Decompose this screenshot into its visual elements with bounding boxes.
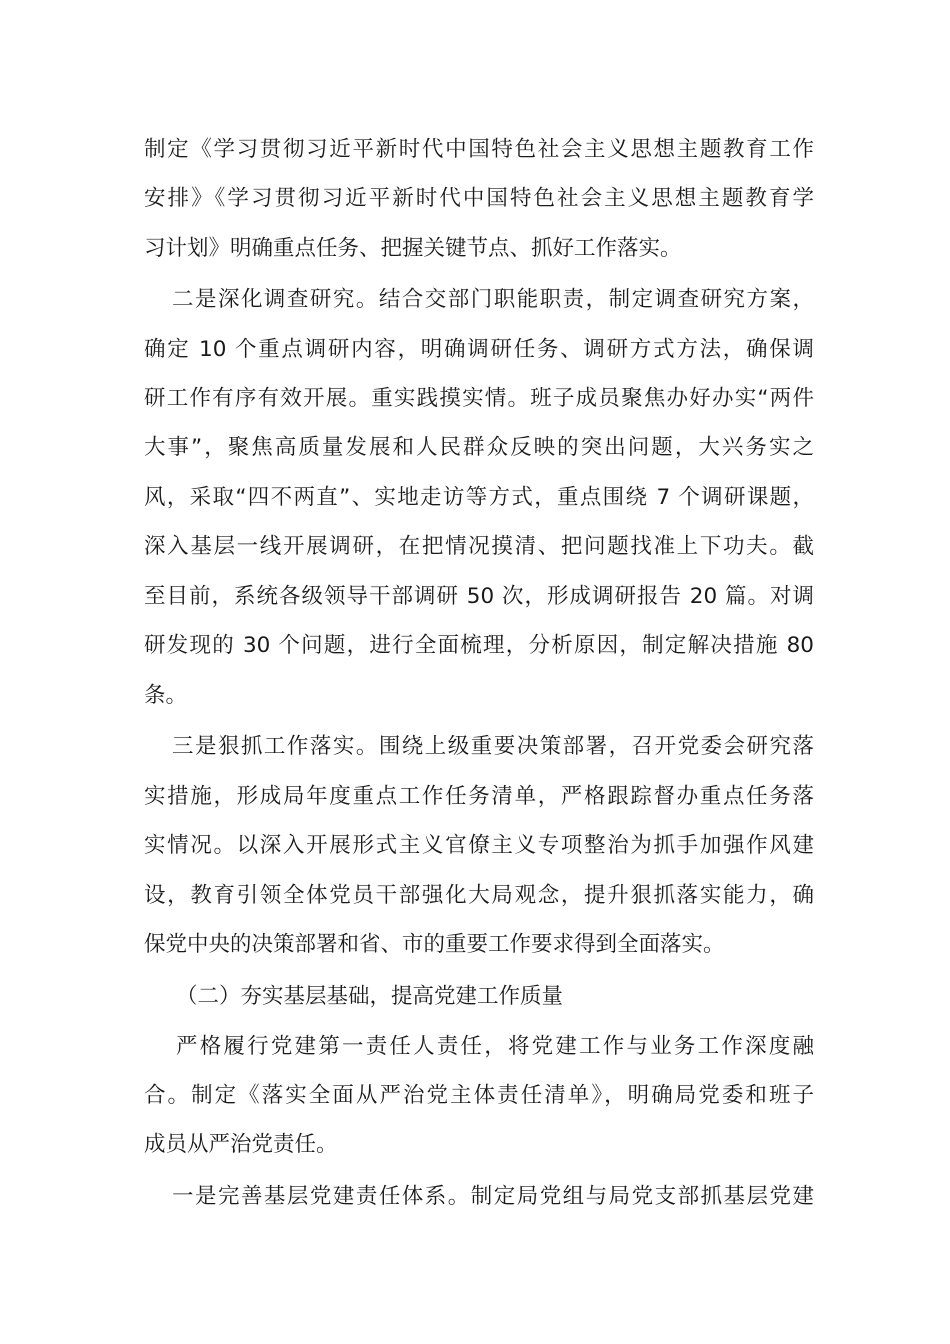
paragraph-line: 习计划》明确重点任务、把握关键节点、抓好工作落实。 <box>144 236 682 261</box>
paragraph-line: 深入基层一线开展调研，在把情况摸清、把问题找准上下功夫。截 <box>144 534 814 559</box>
paragraph-line: 大事”，聚焦高质量发展和人民群众反映的突出问题，大兴务实之 <box>144 435 814 460</box>
paragraph-line: 安排》《学习贯彻习近平新时代中国特色社会主义思想主题教育学 <box>144 186 814 211</box>
paragraph-line: 至目前，系统各级领导干部调研 50 次，形成调研报告 20 篇。对调 <box>144 584 814 609</box>
paragraph-line: 实情况。以深入开展形式主义官僚主义专项整治为抓手加强作风建 <box>144 833 814 858</box>
paragraph-line: 三是狠抓工作落实。围绕上级重要决策部署，召开党委会研究落 <box>172 734 814 759</box>
paragraph-line: 风，采取“四不两直”、实地走访等方式，重点围绕 7 个调研课题， <box>144 485 814 510</box>
paragraph-line: 保党中央的决策部署和省、市的重要工作要求得到全面落实。 <box>144 932 725 957</box>
paragraph-line: 研工作有序有效开展。重实践摸实情。班子成员聚焦办好办实“两件 <box>144 386 814 411</box>
paragraph-line: 二是深化调查研究。结合交部门职能职责，制定调查研究方案， <box>172 287 814 312</box>
section-heading: （二）夯实基层基础，提高党建工作质量 <box>176 984 564 1009</box>
paragraph-line: 严格履行党建第一责任人责任，将党建工作与业务工作深度融 <box>176 1034 814 1059</box>
paragraph-line: 研发现的 30 个问题，进行全面梳理，分析原因，制定解决措施 80 <box>144 633 814 658</box>
paragraph-line: 实措施，形成局年度重点工作任务清单，严格跟踪督办重点任务落 <box>144 784 814 809</box>
paragraph-line: 制定《学习贯彻习近平新时代中国特色社会主义思想主题教育工作 <box>144 137 814 162</box>
paragraph-line: 成员从严治党责任。 <box>144 1132 338 1157</box>
paragraph-line: 一是完善基层党建责任体系。制定局党组与局党支部抓基层党建 <box>172 1184 814 1209</box>
paragraph-line: 合。制定《落实全面从严治党主体责任清单》，明确局党委和班子 <box>144 1083 814 1108</box>
paragraph-line: 确定 10 个重点调研内容，明确调研任务、调研方式方法，确保调 <box>144 337 814 362</box>
paragraph-line: 条。 <box>144 683 188 708</box>
paragraph-line: 设，教育引领全体党员干部强化大局观念，提升狠抓落实能力，确 <box>144 883 814 908</box>
